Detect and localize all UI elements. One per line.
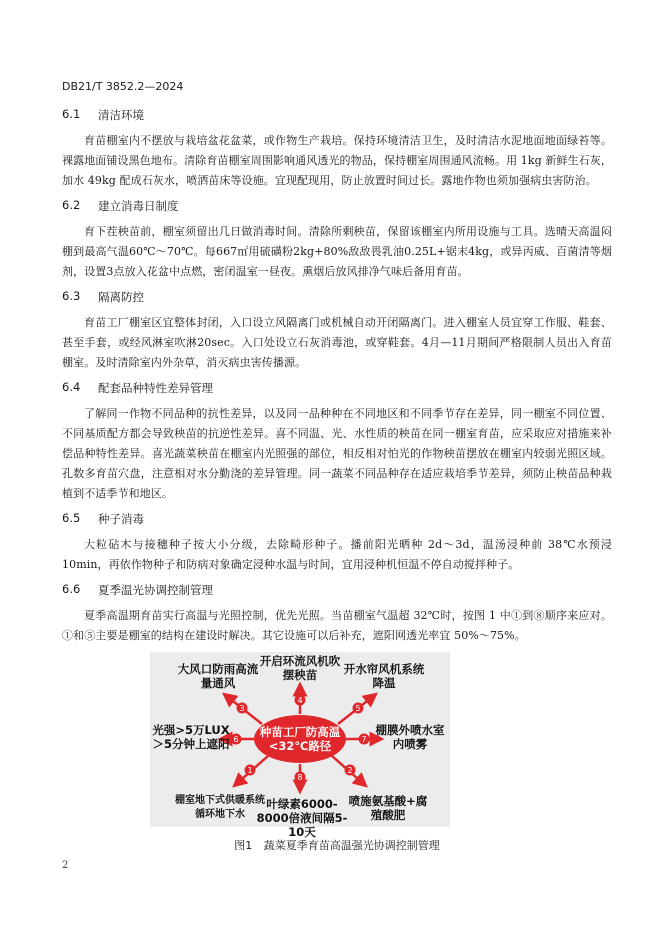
section-6-5 bbox=[62, 511, 612, 575]
badge-8 bbox=[295, 772, 306, 783]
section-6-1 bbox=[62, 107, 612, 191]
item-4-label: 开启环流风机吹摆秧苗 bbox=[259, 654, 341, 682]
item-3-label: 大风口防雨高流量通风 bbox=[177, 662, 259, 690]
badge-3 bbox=[237, 703, 248, 714]
svg-text:1: 1 bbox=[247, 766, 253, 775]
section-title: 清洁环境 bbox=[98, 108, 144, 122]
svg-text:6: 6 bbox=[233, 735, 239, 744]
center-label: 种苗工厂防高温<32℃路径 bbox=[259, 725, 341, 753]
badge-4 bbox=[295, 695, 306, 706]
section-title: 夏季温光协调控制管理 bbox=[98, 583, 213, 597]
section-title: 隔离防控 bbox=[98, 290, 144, 304]
badge-7 bbox=[359, 734, 370, 745]
item-8-label: 叶绿素6000-8000倍液间隔5-10天 bbox=[256, 797, 348, 839]
svg-text:5: 5 bbox=[355, 704, 361, 713]
section-number: 6.2 bbox=[62, 198, 81, 212]
section-6-3 bbox=[62, 289, 612, 373]
svg-text:7: 7 bbox=[361, 735, 367, 744]
section-number: 6.4 bbox=[62, 380, 81, 394]
page-number: 2 bbox=[62, 860, 69, 871]
section-number: 6.5 bbox=[62, 511, 81, 525]
svg-text:2: 2 bbox=[347, 766, 353, 775]
paragraph: 育苗棚室内不摆放与栽培盆花盆菜，或作物生产栽培。保持环境清洁卫生，及时清洁水泥地面地面绿苔等。裸露地面铺设黑色地布。清除育苗棚室周围影响通风透光的物品，保持棚室周围通风流畅。用 1kg 新鲜生石灰，加水 49kg 配成石灰水，喷洒苗床等设施。宜现配现用，防止放置时间过长。露地作物也须加强病虫害防治。 bbox=[62, 134, 612, 187]
section-6-6 bbox=[62, 582, 612, 646]
caption-label: 图1 bbox=[234, 839, 253, 852]
section-6-4 bbox=[62, 380, 612, 504]
badge-5 bbox=[353, 703, 364, 714]
svg-text:8: 8 bbox=[297, 773, 303, 782]
paragraph: 大粒砧木与接穗种子按大小分级，去除畸形种子。播前阳光晒种 2d～3d，温汤浸种前 38℃水预浸 10min，再依作物种子和防病对象确定浸种水温与时间，宜用浸种机恒温不停自动搅拌种子。 bbox=[62, 538, 612, 571]
svg-text:4: 4 bbox=[297, 696, 303, 705]
paragraph: 了解同一作物不同品种的抗性差异，以及同一品种种在不同地区和不同季节存在差异，同一棚室不同位置、不同基质配方都会导致秧苗的抗逆性差异。喜不同温、光、水性质的秧苗在同一棚室育苗，应采取应对措施来补偿品种特性差异。喜光蔬菜秧苗在棚室内光照强的部位，相反相对怕光的作物秧苗摆放在棚室内较弱光照区域。孔数多育苗穴盘，注意相对水分勤浇的差异管理。同一蔬菜不同品种存在适应栽培季节差异，须防止秧苗品种栽植到不适季节和地区。 bbox=[62, 407, 612, 500]
section-number: 6.3 bbox=[62, 289, 81, 303]
section-6-2 bbox=[62, 198, 612, 282]
document-code: DB21/T 3852.2—2024 bbox=[62, 80, 184, 93]
item-1-label: 棚室地下式供暖系统循环地下水 bbox=[175, 795, 265, 820]
section-number: 6.6 bbox=[62, 582, 81, 596]
diagram-figure bbox=[150, 652, 450, 839]
section-title: 配套品种特性差异管理 bbox=[98, 381, 213, 395]
section-number: 6.1 bbox=[62, 107, 81, 121]
paragraph: 育苗工厂棚室区宜整体封闭，入口设立风隔离门或机械自动开闭隔离门。进入棚室人员宜穿工作服、鞋套、甚至手套，或经风淋室吹淋20sec。入口处设立石灰消毒池，或穿鞋套。4月—11月期间严格限制人员出入育苗棚室。及时清除室内外杂草，消灭病虫害传播源。 bbox=[62, 316, 612, 369]
badge-6 bbox=[231, 734, 242, 745]
section-title: 种子消毒 bbox=[98, 512, 144, 526]
paragraph: 夏季高温期育苗实行高温与光照控制，优先光照。当苗棚室气温超 32℃时，按图 1 中①到⑧顺序来应对。①和⑤主要是棚室的结构在建设时解决。其它设施可以后补充，遮阳网透光率宜 50%～75%。 bbox=[62, 609, 612, 642]
main-content bbox=[62, 100, 612, 853]
item-2-label: 喷施氨基酸+腐殖酸肥 bbox=[348, 794, 428, 822]
paragraph: 育下茬秧苗前，棚室须留出几日做消毒时间。清除所剩秧苗，保留该棚室内所用设施与工具。选晴天高温闷棚到最高气温60℃～70℃。每667㎡用硫磺粉2kg+80%敌敌畏乳油0.25L+锯末4kg，或异丙威、百菌清等烟剂，设置3点放入花盆中点燃，密闭温室一昼夜。熏烟后放风排净气味后备用育苗。 bbox=[62, 225, 612, 278]
item-6-label: 光强>5万LUX＞5分钟上遮阳 bbox=[152, 723, 230, 751]
section-title: 建立消毒日制度 bbox=[98, 199, 179, 213]
figure-caption bbox=[62, 837, 612, 853]
item-5-label: 开水帘风机系统降温 bbox=[343, 662, 425, 690]
badge-1 bbox=[245, 765, 256, 776]
svg-text:3: 3 bbox=[239, 704, 245, 713]
item-7-label: 棚膜外喷水室内喷雾 bbox=[375, 723, 445, 751]
caption-text: 蔬菜夏季育苗高温强光协调控制管理 bbox=[263, 839, 440, 852]
badge-2 bbox=[345, 765, 356, 776]
